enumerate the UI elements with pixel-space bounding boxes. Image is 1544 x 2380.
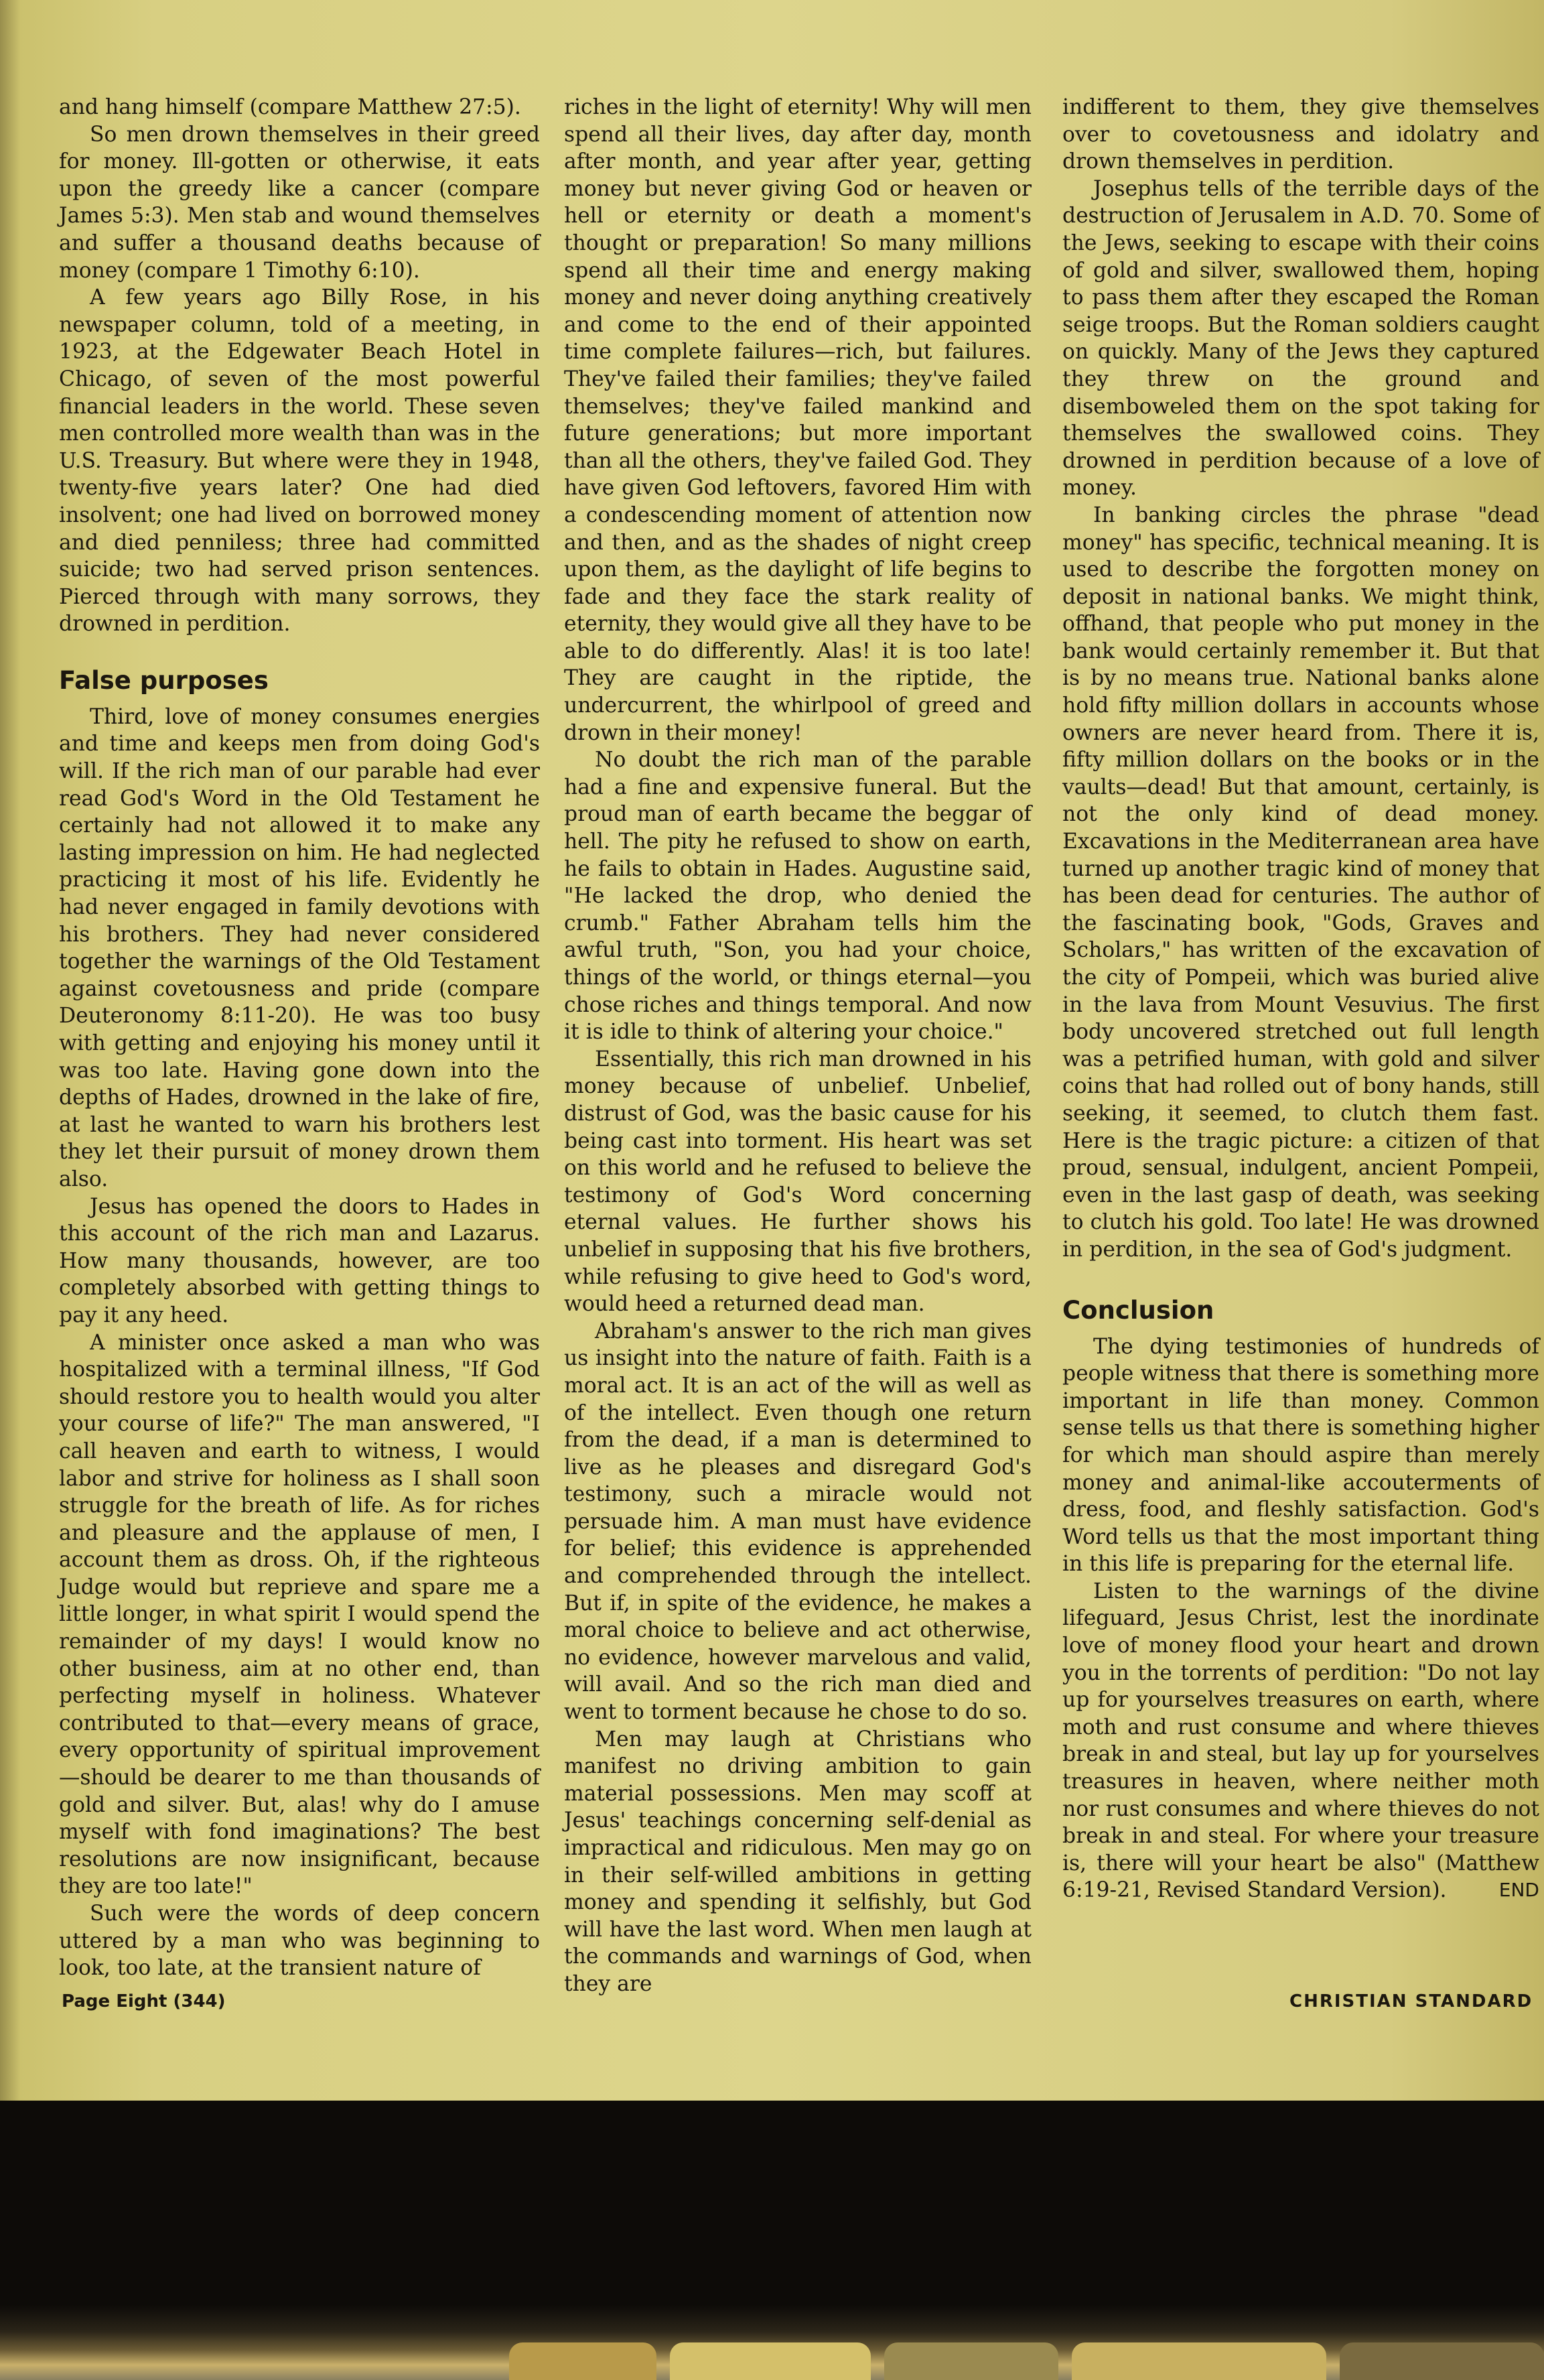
publication-name: CHRISTIAN STANDARD — [1289, 1991, 1533, 2011]
paragraph: Third, love of money consumes energies and time and keeps men from doing God's will. If the rich man of our parable had ever read God's Word in the Old Testament he certainly had not allowed it to make any lasting impression on him. He had neglected practicing it most of his life. Evidently he had never engaged in family devotions with his brothers. They had never considered together the warnings of the Old Testament against covetousness and pride (compare Deuteronomy 8:11-20). He was too busy with getting and enjoying his money until it was too late. Having gone down into the depths of Hades, drowned in the lake of fire, at last he wanted to warn his brothers lest they let their pursuit of money drown them also. — [59, 704, 540, 1191]
background-fabric-shape — [1340, 2342, 1544, 2380]
paragraph: No doubt the rich man of the parable had a fine and expensive funeral. But the proud man of earth became the beggar of hell. The pity he refused to show on earth, he fails to obtain in Hades. Augustine said, "He lacked the drop, who denied the crumb." Father Abraham tells him the awful truth, "Son, you had your choice, things of the world, or things eternal—you chose riches and things temporal. And now it is idle to think of altering your choice." — [564, 748, 1032, 1045]
paragraph: So men drown themselves in their greed for money. Ill-gotten or otherwise, it eats upon the greedy like a cancer (compare James 5:3). Men stab and wound themselves and suffer a thousand deaths because of money (compare 1 Timothy 6:10). — [59, 122, 540, 283]
paragraph: Josephus tells of the terrible days of the destruction of Jerusalem in A.D. 70. Some of the Jews, seeking to escape with their coins of gold and silver, swallowed them, hoping to pass them after they escaped the Roman seige troops. But the Roman soldiers caught on quickly. Many of the Jews they captured they threw on the ground and disemboweled them on the spot taking for themselves the swallowed coins. They drowned in perdition because of a love of money. — [1062, 176, 1539, 501]
paragraph: Such were the words of deep concern uttered by a man who was beginning to look, too late, at the transient nature of — [59, 1902, 540, 1981]
paragraph — [1062, 1578, 1539, 1904]
paragraph: Jesus has opened the doors to Hades in this account of the rich man and Lazarus. How many thousands, however, are too completely absorbed with getting things to pay it any heed. — [59, 1194, 540, 1327]
paragraph: and hang himself (compare Matthew 27:5). — [59, 95, 521, 119]
background-fabric-shape — [884, 2342, 1058, 2380]
text-column-2 — [564, 94, 1032, 1998]
background-fabric-shape — [670, 2342, 871, 2380]
section-heading-false-purposes: False purposes — [59, 665, 269, 695]
paragraph: Men may laugh at Christians who manifest no driving ambition to gain material possessions. Men may scoff at Jesus' teachings concerning self-denial as impractical and ridiculous. Men may go on in their self-willed ambitions in getting money and spending it selfishly, but God will have the last word. When men laugh at the commands and warnings of God, when they are — [564, 1727, 1032, 1996]
paragraph: Essentially, this rich man drowned in his money because of unbelief. Unbelief, distrust of God, was the basic cause for his being cast into torment. His heart was set on this world and he refused to believe the testimony of God's Word concerning eternal values. He further shows his unbelief in supposing that his five brothers, while refusing to give heed to God's word, would heed a returned dead man. — [564, 1047, 1032, 1317]
paragraph: Abraham's answer to the rich man gives us insight into the nature of faith. Faith is a moral act. It is an act of the will as well as of the intellect. Even though one return from the dead, if a man is determined to live as he pleases and disregard God's testimony, such a miracle would not persuade him. A man must have evidence for belief; this evidence is apprehended and comprehended through the intellect. But if, in spite of the evidence, he makes a moral choice to believe and act otherwise, no evidence, however marvelous and valid, will avail. And so the rich man died and went to torment because he chose to do so. — [564, 1319, 1032, 1725]
text-column-1 — [59, 94, 540, 1982]
background-fabric-shape — [1072, 2342, 1326, 2380]
text-column-3 — [1062, 94, 1539, 1904]
paragraph: A minister once asked a man who was hospitalized with a terminal illness, "If God should restore you to health would you alter your course of life?" The man answered, "I call heaven and earth to witness, I would labor and strive for holiness as I shall soon struggle for the breath of life. As for riches and pleasure and the applause of men, I account them as dross. Oh, if the righteous Judge would but reprieve and spare me a little longer, in what spirit I would spend the remainder of my days! I would know no other business, aim at no other end, than perfecting myself in holiness. Whatever contributed to that—every means of grace, every opportunity of spiritual improvement—should be dearer to me than thousands of gold and silver. But, alas! why do I amuse myself with fond imaginations? The best resolutions are now insignificant, because they are too late!" — [59, 1330, 540, 1899]
paragraph: The dying testimonies of hundreds of people witness that there is something more important in life than money. Common sense tells us that there is something higher for which man should aspire than merely money and animal-like accouterments of dress, food, and fleshly satisfaction. God's Word tells us that the most important thing in this life is preparing for the eternal life. — [1062, 1334, 1539, 1577]
paragraph-text: Listen to the warnings of the divine lifeguard, Jesus Christ, lest the inordinate love of money flood your heart and drown you in the torrents of perdition: "Do not lay up for yourselves treasures on earth, where moth and rust consume and where thieves break in and steal, but lay up for yourselves treasures in heaven, where neither moth nor rust consumes and where thieves do not break in and steal. For where your treasure is, there will your heart be also" (Matthew 6:19-21, Revised Standard Version). — [1062, 1579, 1539, 1903]
background-fabric-shape — [509, 2342, 656, 2380]
paragraph: riches in the light of eternity! Why will men spend all their lives, day after day, month after month, and year after year, getting money but never giving God or heaven or hell or eternity or death a moment's thought or preparation! So many millions spend all their time and energy making money and never doing anything creatively and come to the end of their appointed time complete failures—rich, but failures. They've failed their families; they've failed themselves; they've failed mankind and future generations; but more important than all the others, they've failed God. They have given God leftovers, favored Him with a condescending moment of attention now and then, and as the shades of night creep upon them, as the daylight of life begins to fade and they face the stark reality of eternity, they would give all they have to be able to do differently. Alas! it is too late! They are caught in the riptide, the undercurrent, the whirlpool of greed and drown in their money! — [564, 95, 1032, 745]
page-binding-shadow — [0, 0, 20, 2101]
paragraph: indifferent to them, they give themselves over to covetousness and idolatry and drown themselves in perdition. — [1062, 95, 1539, 174]
section-heading-conclusion: Conclusion — [1062, 1295, 1214, 1325]
page-number: Page Eight (344) — [62, 1991, 226, 2011]
paragraph: A few years ago Billy Rose, in his newspaper column, told of a meeting, in 1923, at the Edgewater Beach Hotel in Chicago, of seven of the most powerful financial leaders in the world. These seven men controlled more wealth than was in the U.S. Treasury. But where were they in 1948, twenty-five years later? One had died insolvent; one had lived on borrowed money and died penniless; three had committed suicide; two had served prison sentences. Pierced through with many sorrows, they drowned in perdition. — [59, 285, 540, 637]
end-mark: END — [1498, 1879, 1539, 1902]
paragraph: In banking circles the phrase "dead money" has specific, technical meaning. It is used to describe the forgotten money on deposit in national banks. We might think, offhand, that people who put money in the bank would certainly remember it. But that is by no means true. National banks alone hold fifty million dollars in accounts whose owners are never heard from. There it is, fifty million dollars on the books or in the vaults—dead! But that amount, certainly, is not the only kind of dead money. Excavations in the Mediterranean area have turned up another tragic kind of money that has been dead for centuries. The author of the fascinating book, "Gods, Graves and Scholars," has written of the excavation of the city of Pompeii, which was buried alive in the lava from Mount Vesuvius. The first body uncovered stretched out full length was a petrified human, with gold and silver coins that had rolled out of bony hands, still seeking, it seemed, to clutch them fast. Here is the tragic picture: a citizen of that proud, sensual, indulgent, ancient Pompeii, even in the last gasp of death, was seeking to clutch his gold. Too late! He was drowned in perdition, in the sea of God's judgment. — [1062, 503, 1539, 1262]
scan-background-strip — [0, 2305, 1544, 2380]
